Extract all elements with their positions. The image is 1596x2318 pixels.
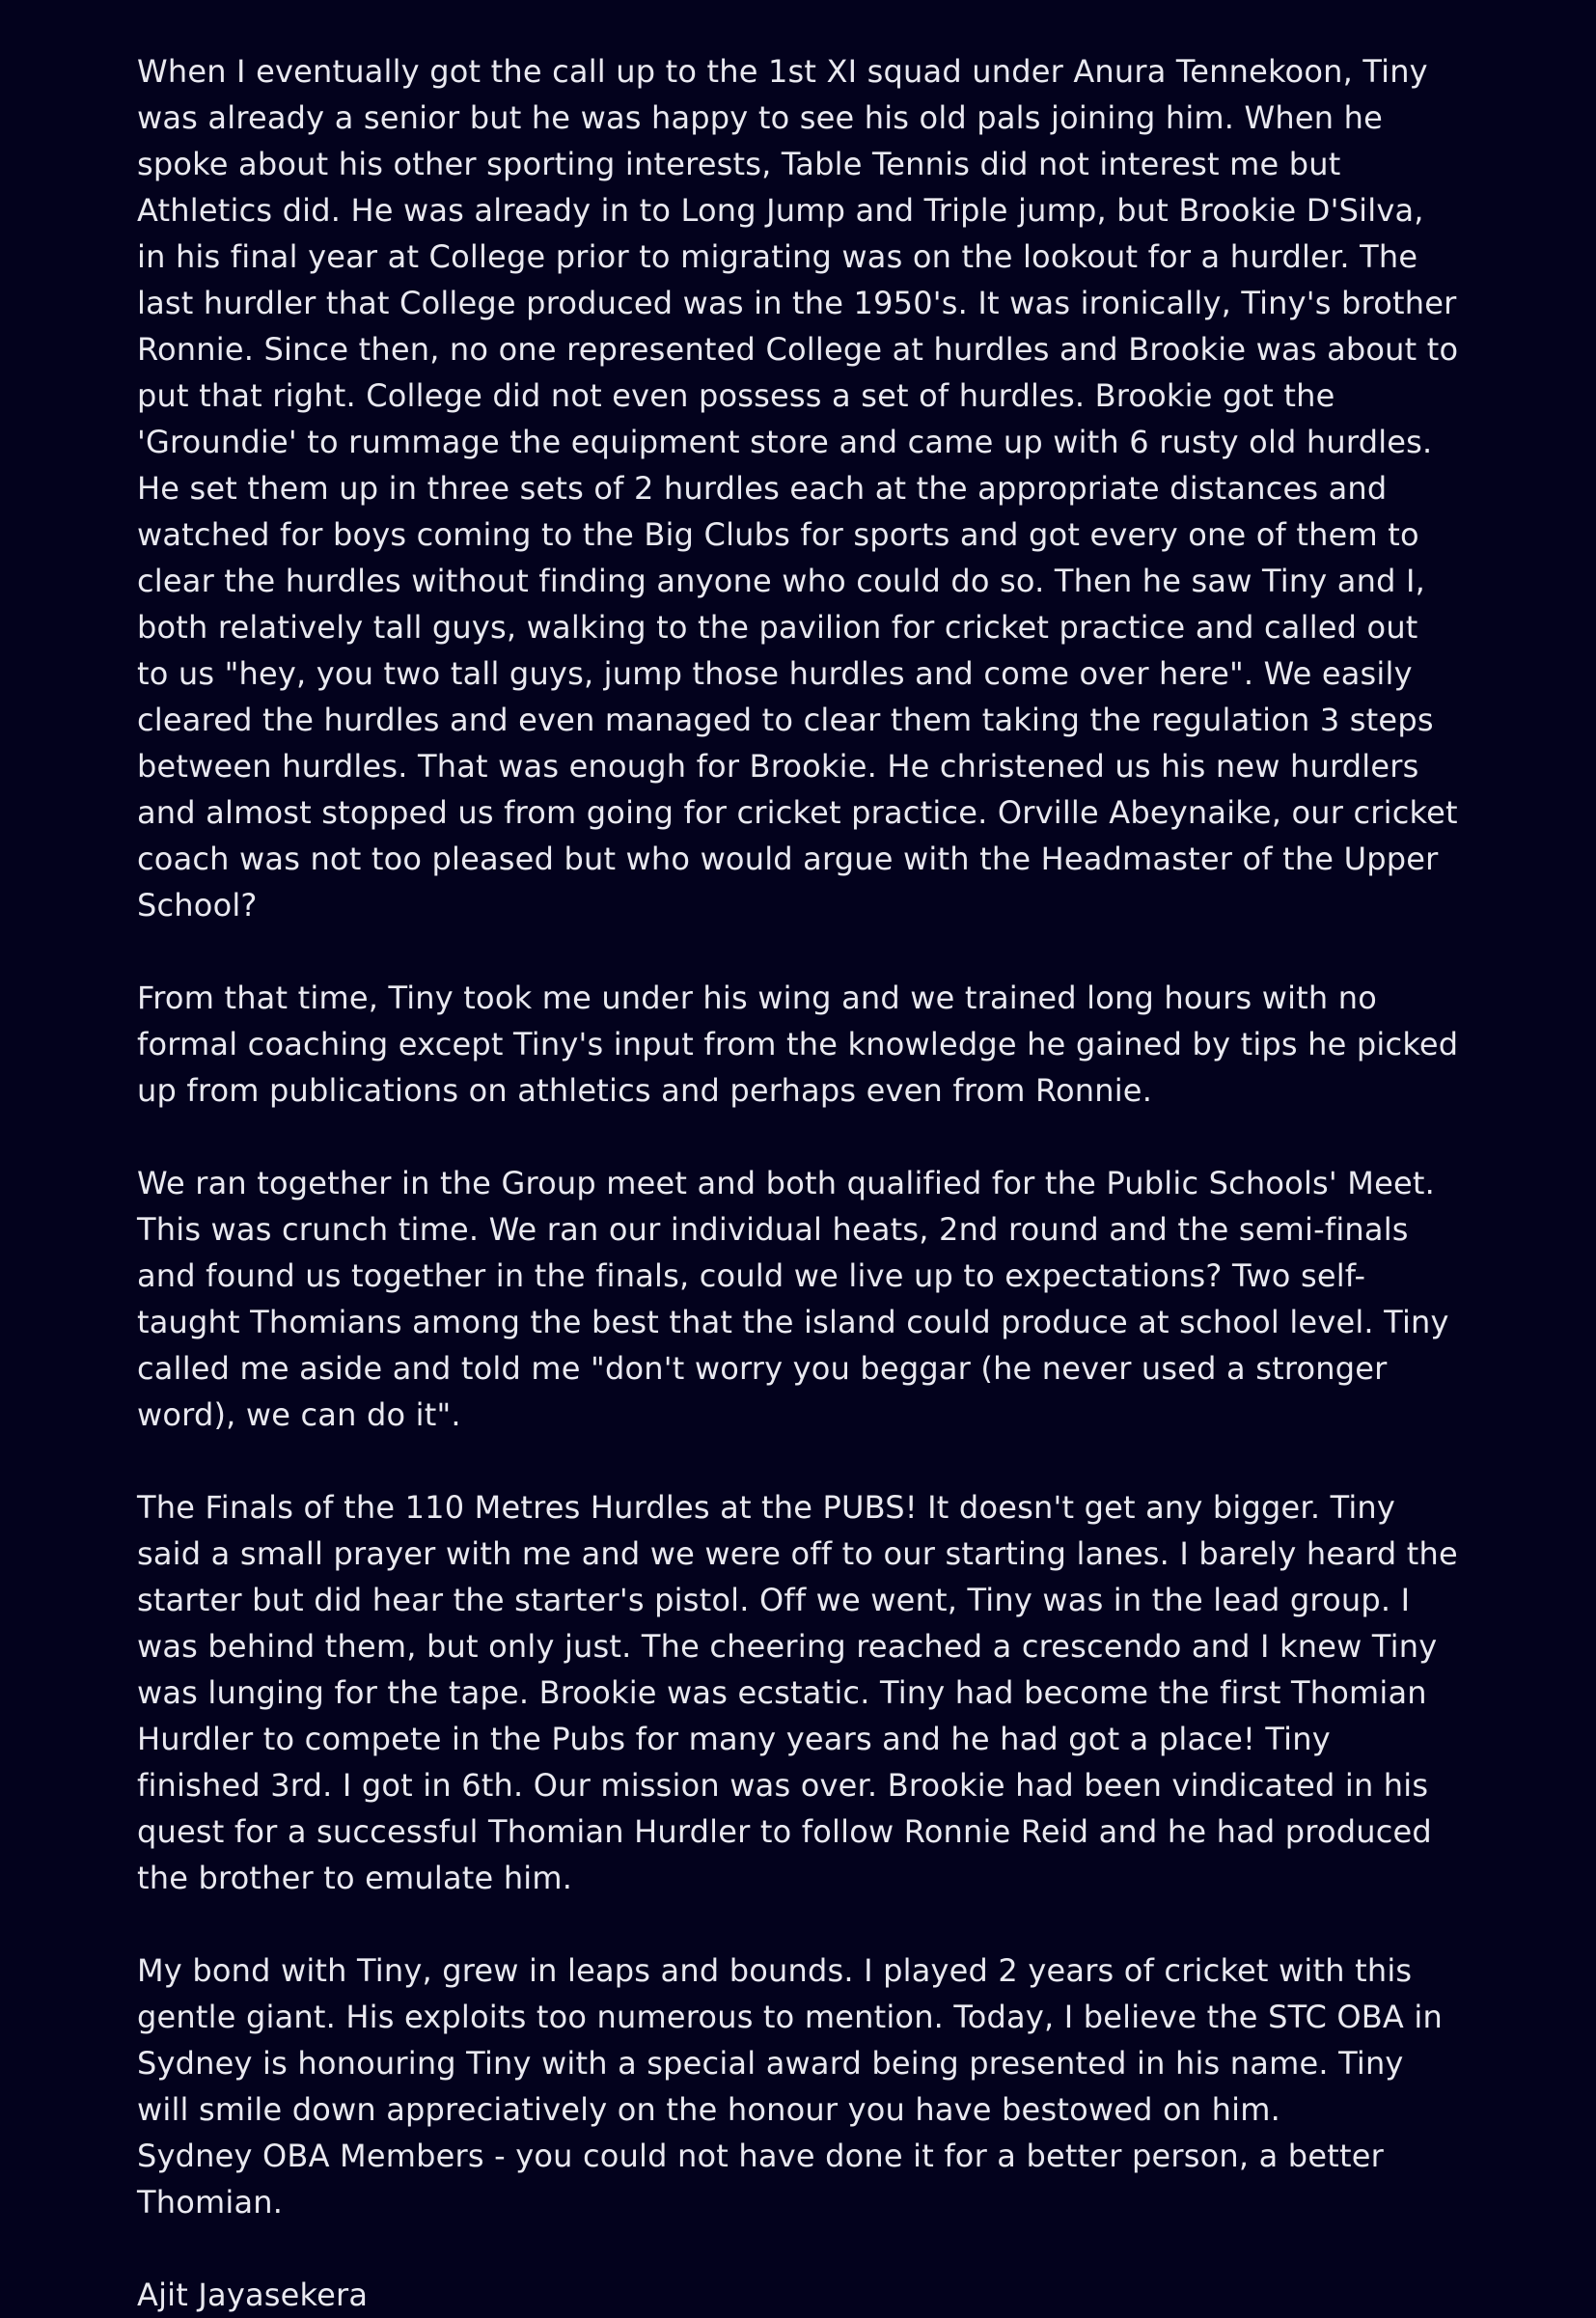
author-signature: Ajit Jayasekera: [137, 2277, 369, 2313]
article-body: [137, 48, 1459, 2318]
paragraph-hurdles-origin: When I eventually got the call up to the 1st XI squad under Anura Tennekoon, Tiny was already a senior but he was happy to see his old pals joining him. When he spoke about his other sporting interests, Table Tennis did not interest me but Athletics did. He was already in to Long Jump and Triple jump, but Brookie D'Silva, in his final year at College prior to migrating was on the lookout for a hurdler. The last hurdler that College produced was in the 1950's. It was ironically, Tiny's brother Ronnie. Since then, no one represented College at hurdles and Brookie was about to put that right. College did not even possess a set of hurdles. Brookie got the 'Groundie' to rummage the equipment store and came up with 6 rusty old hurdles. He set them up in three sets of 2 hurdles each at the appropriate distances and watched for boys coming to the Big Clubs for sports and got every one of them to clear the hurdles without finding anyone who could do so. Then he saw Tiny and I, both relatively tall guys, walking to the pavilion for cricket practice and called out to us "hey, you two tall guys, jump those hurdles and come over here". We easily cleared the hurdles and even managed to clear them taking the regulation 3 steps between hurdles. That was enough for Brookie. He christened us his new hurdlers and almost stopped us from going for cricket practice. Orville Abeynaike, our cricket coach was not too pleased but who would argue with the Headmaster of the Upper School?: [137, 53, 1459, 924]
paragraph-public-schools-meet: We ran together in the Group meet and both qualified for the Public Schools' Meet. This was crunch time. We ran our individual heats, 2nd round and the semi-finals and found us together in the finals, could we live up to expectations? Two self-taught Thomians among the best that the island could produce at school level. Tiny called me aside and told me "don't worry you beggar (he never used a stronger word), we can do it".: [137, 1165, 1449, 1433]
paragraph-finals: The Finals of the 110 Metres Hurdles at the PUBS! It doesn't get any bigger. Tiny said a small prayer with me and we were off to our starting lanes. I barely heard the starter but did hear the starter's pistol. Off we went, Tiny was in the lead group. I was behind them, but only just. The cheering reached a crescendo and I knew Tiny was lunging for the tape. Brookie was ecstatic. Tiny had become the first Thomian Hurdler to compete in the Pubs for many years and he had got a place! Tiny finished 3rd. I got in 6th. Our mission was over. Brookie had been vindicated in his quest for a successful Thomian Hurdler to follow Ronnie Reid and he had produced the brother to emulate him.: [137, 1489, 1458, 1896]
closing-text: My bond with Tiny, grew in leaps and bounds. I played 2 years of cricket with this gentle giant. His exploits too numerous to mention. Today, I believe the STC OBA in Sydney is honouring Tiny with a special award being presented in his name. Tiny will smile down appreciatively on the honour you have bestowed on him.: [137, 1952, 1443, 2128]
closing-paragraph: [137, 1947, 1459, 2225]
paragraph-training: From that time, Tiny took me under his wing and we trained long hours with no formal coaching except Tiny's input from the knowledge he gained by tips he picked up from publications on athletics and perhaps even from Ronnie.: [137, 980, 1459, 1109]
closing-dedication: Sydney OBA Members - you could not have done it for a better person, a better Thomian.: [137, 2138, 1384, 2221]
